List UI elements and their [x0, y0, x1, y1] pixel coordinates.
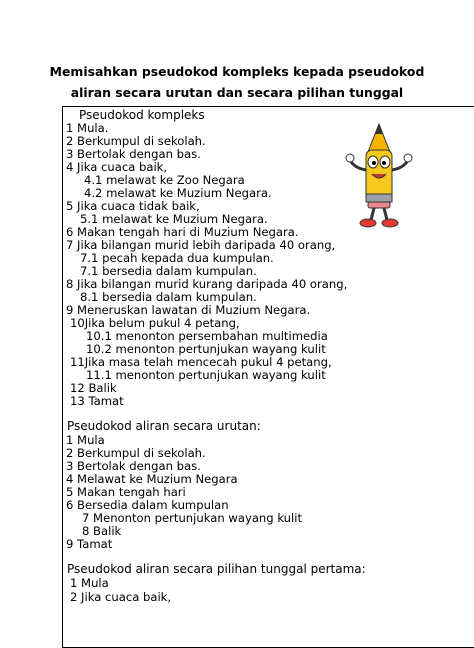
- section-heading-urutan: Pseudokod aliran secara urutan:: [67, 419, 261, 433]
- code-line: 1 Mula: [66, 433, 105, 447]
- code-line: 1 Mula.: [66, 121, 109, 135]
- code-line: 5 Jika cuaca tidak baik,: [66, 199, 200, 213]
- page-title-line-1: Memisahkan pseudokod kompleks kepada pseudokod: [49, 64, 425, 79]
- code-line: 11Jika masa telah mencecah pukul 4 petang,: [70, 355, 332, 369]
- code-line: 8.1 bersedia dalam kumpulan.: [80, 290, 257, 304]
- page-title-line-2: aliran secara urutan dan secara pilihan tunggal: [70, 85, 404, 100]
- code-line: 5.1 melawat ke Muzium Negara.: [80, 212, 268, 226]
- code-line: 8 Balik: [82, 524, 122, 538]
- section-heading-pilihan-tunggal: Pseudokod aliran secara pilihan tunggal pertama:: [67, 562, 366, 576]
- code-line: 10.1 menonton persembahan multimedia: [86, 329, 328, 343]
- code-line: 4.1 melawat ke Zoo Negara: [84, 173, 245, 187]
- code-line: 7.1 pecah kepada dua kumpulan.: [80, 251, 274, 265]
- code-line: 7 Jika bilangan murid lebih daripada 40 orang,: [66, 238, 336, 252]
- code-line: 6 Bersedia dalam kumpulan: [66, 498, 229, 512]
- code-line: 13 Tamat: [70, 394, 124, 408]
- code-line: 7 Menonton pertunjukan wayang kulit: [82, 511, 303, 525]
- code-line: 4.2 melawat ke Muzium Negara.: [84, 186, 272, 200]
- code-line: 4 Jika cuaca baik,: [66, 160, 168, 174]
- code-line: 7.1 bersedia dalam kumpulan.: [80, 264, 257, 278]
- section-heading-kompleks: Pseudokod kompleks: [79, 108, 205, 122]
- code-line: 9 Meneruskan lawatan di Muzium Negara.: [66, 303, 311, 317]
- code-line: 11.1 menonton pertunjukan wayang kulit: [86, 368, 326, 382]
- code-line: 10.2 menonton pertunjukan wayang kulit: [86, 342, 326, 356]
- code-line: 12 Balik: [70, 381, 117, 395]
- code-line: 3 Bertolak dengan bas.: [66, 147, 201, 161]
- code-line: 6 Makan tengah hari di Muzium Negara.: [66, 225, 299, 239]
- code-line: 10Jika belum pukul 4 petang,: [70, 316, 240, 330]
- code-line: 2 Berkumpul di sekolah.: [66, 134, 206, 148]
- code-line: 2 Berkumpul di sekolah.: [66, 446, 206, 460]
- code-line: 8 Jika bilangan murid kurang daripada 40 orang,: [66, 277, 348, 291]
- code-line: 4 Melawat ke Muzium Negara: [66, 472, 238, 486]
- pencil-mascot-icon: [344, 122, 414, 230]
- code-line: 1 Mula: [70, 576, 109, 590]
- code-line: 5 Makan tengah hari: [66, 485, 186, 499]
- code-line: 9 Tamat: [66, 537, 113, 551]
- code-line: 3 Bertolak dengan bas.: [66, 459, 201, 473]
- code-line: 2 Jika cuaca baik,: [70, 590, 172, 604]
